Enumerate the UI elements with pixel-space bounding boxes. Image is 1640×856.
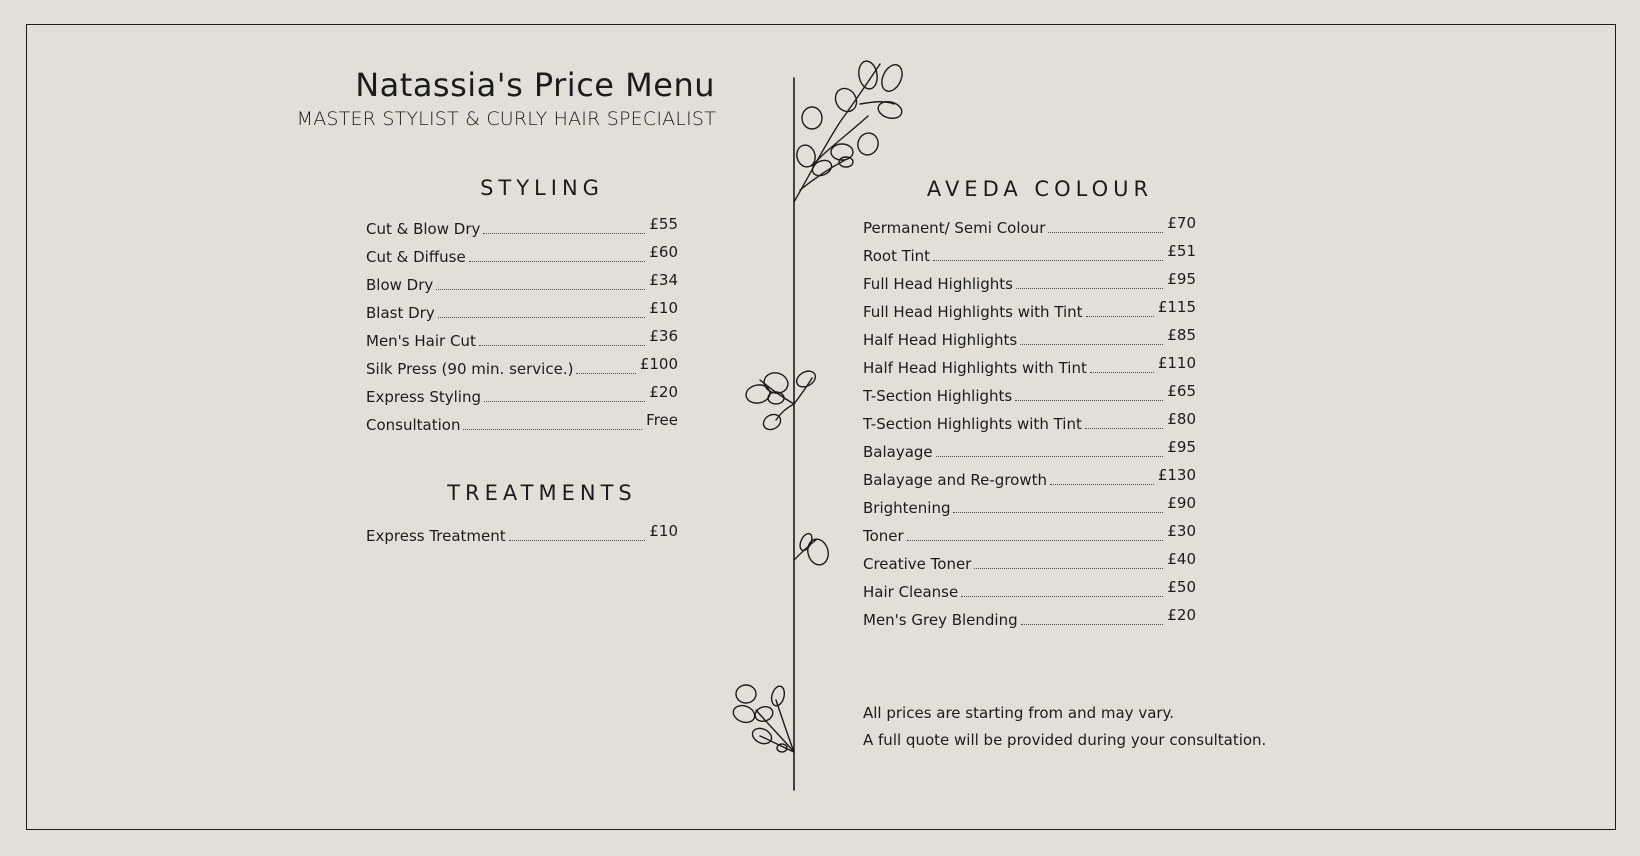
service-name: Brightening xyxy=(863,499,951,517)
dotted-leader xyxy=(1086,316,1154,317)
list-item xyxy=(366,350,678,378)
list-item xyxy=(863,293,1196,321)
dotted-leader xyxy=(974,568,1163,569)
service-price: £130 xyxy=(1157,466,1196,484)
dotted-leader xyxy=(907,540,1164,541)
service-price: £95 xyxy=(1167,438,1196,456)
list-item xyxy=(863,601,1196,629)
treatments-heading: TREATMENTS xyxy=(447,481,637,505)
service-price: £110 xyxy=(1157,354,1196,372)
service-name: Cut & Blow Dry xyxy=(366,220,481,238)
service-name: Blast Dry xyxy=(366,304,435,322)
service-name: Cut & Diffuse xyxy=(366,248,466,266)
service-price: £100 xyxy=(639,355,678,373)
service-price: £34 xyxy=(649,271,678,289)
service-name: Toner xyxy=(863,527,904,545)
list-item xyxy=(863,573,1196,601)
list-item xyxy=(366,294,678,322)
list-item xyxy=(863,265,1196,293)
service-price: £36 xyxy=(649,327,678,345)
list-item xyxy=(863,545,1196,573)
service-name: Men's Hair Cut xyxy=(366,332,476,350)
service-price: £80 xyxy=(1167,410,1196,428)
dotted-leader xyxy=(438,317,646,318)
dotted-leader xyxy=(576,373,635,374)
dotted-leader xyxy=(436,289,645,290)
service-name: Half Head Highlights xyxy=(863,331,1018,349)
service-name: Permanent/ Semi Colour xyxy=(863,219,1046,237)
dotted-leader xyxy=(1015,400,1163,401)
list-item xyxy=(366,322,678,350)
service-name: Consultation xyxy=(366,416,461,434)
list-item xyxy=(863,237,1196,265)
service-name: Root Tint xyxy=(863,247,931,265)
service-name: Balayage and Re-growth xyxy=(863,471,1047,489)
service-price: £10 xyxy=(649,299,678,317)
aveda-colour-heading: AVEDA COLOUR xyxy=(926,177,1154,201)
page-subtitle: MASTER STYLIST & CURLY HAIR SPECIALIST xyxy=(296,108,716,130)
pricing-note: All prices are starting from and may vary. xyxy=(863,704,1175,722)
service-name: Hair Cleanse xyxy=(863,583,959,601)
service-name: Silk Press (90 min. service.) xyxy=(366,360,574,378)
dotted-leader xyxy=(961,596,1163,597)
list-item xyxy=(863,433,1196,461)
service-price: Free xyxy=(646,411,678,429)
service-price: £20 xyxy=(649,383,678,401)
dotted-leader xyxy=(1050,484,1154,485)
service-price: £20 xyxy=(1167,606,1196,624)
service-price: £40 xyxy=(1167,550,1196,568)
list-item xyxy=(863,461,1196,489)
dotted-leader xyxy=(1048,232,1163,233)
list-item xyxy=(863,405,1196,433)
service-name: Creative Toner xyxy=(863,555,972,573)
dotted-leader xyxy=(479,345,646,346)
service-price: £65 xyxy=(1167,382,1196,400)
list-item xyxy=(366,238,678,266)
styling-heading: STYLING xyxy=(480,176,604,200)
service-name: Balayage xyxy=(863,443,933,461)
dotted-leader xyxy=(463,429,642,430)
list-item xyxy=(863,517,1196,545)
dotted-leader xyxy=(1085,428,1164,429)
service-name: Express Styling xyxy=(366,388,481,406)
consultation-note: A full quote will be provided during your consultation. xyxy=(863,731,1267,749)
treatments-price-list xyxy=(366,517,678,545)
list-item xyxy=(863,321,1196,349)
service-price: £70 xyxy=(1167,214,1196,232)
service-name: Half Head Highlights with Tint xyxy=(863,359,1087,377)
service-name: T-Section Highlights xyxy=(863,387,1013,405)
list-item xyxy=(863,377,1196,405)
list-item xyxy=(366,378,678,406)
service-name: Men's Grey Blending xyxy=(863,611,1018,629)
colour-price-list xyxy=(863,209,1196,629)
dotted-leader xyxy=(1090,372,1154,373)
dotted-leader xyxy=(1016,288,1163,289)
service-name: Full Head Highlights xyxy=(863,275,1013,293)
service-price: £90 xyxy=(1167,494,1196,512)
service-price: £50 xyxy=(1167,578,1196,596)
dotted-leader xyxy=(509,540,646,541)
list-item xyxy=(366,517,678,545)
list-item xyxy=(366,406,678,434)
list-item xyxy=(366,266,678,294)
dotted-leader xyxy=(936,456,1164,457)
list-item xyxy=(366,210,678,238)
service-name: Full Head Highlights with Tint xyxy=(863,303,1083,321)
page-title: Natassia's Price Menu xyxy=(355,66,715,104)
service-name: T-Section Highlights with Tint xyxy=(863,415,1082,433)
service-price: £115 xyxy=(1157,298,1196,316)
service-price: £60 xyxy=(649,243,678,261)
service-price: £85 xyxy=(1167,326,1196,344)
dotted-leader xyxy=(1021,624,1164,625)
service-price: £51 xyxy=(1167,242,1196,260)
list-item xyxy=(863,349,1196,377)
list-item xyxy=(863,209,1196,237)
list-item xyxy=(863,489,1196,517)
service-name: Express Treatment xyxy=(366,527,506,545)
dotted-leader xyxy=(953,512,1163,513)
dotted-leader xyxy=(469,261,646,262)
dotted-leader xyxy=(484,401,645,402)
dotted-leader xyxy=(483,233,645,234)
styling-price-list xyxy=(366,210,678,434)
service-price: £95 xyxy=(1167,270,1196,288)
service-price: £30 xyxy=(1167,522,1196,540)
service-price: £55 xyxy=(649,215,678,233)
service-price: £10 xyxy=(649,522,678,540)
dotted-leader xyxy=(1020,344,1163,345)
service-name: Blow Dry xyxy=(366,276,434,294)
dotted-leader xyxy=(933,260,1163,261)
